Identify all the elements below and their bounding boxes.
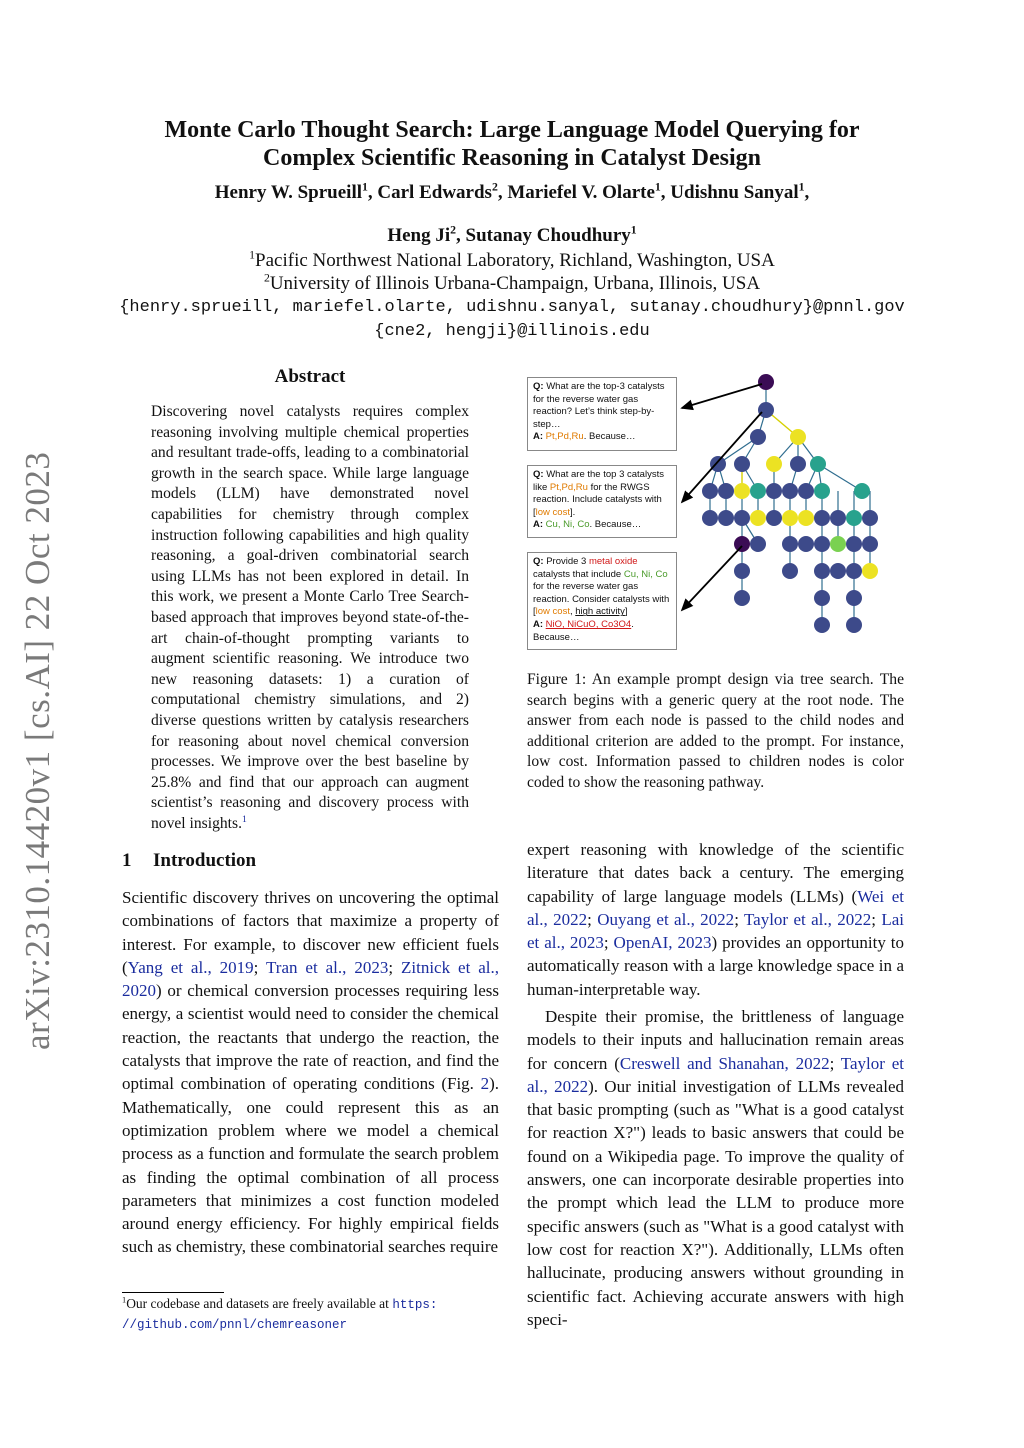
affiliation-text: Pacific Northwest National Laboratory, Richland, Washington, USA — [255, 250, 775, 271]
abstract-text: Discovering novel catalysts requires complex reasoning involving multiple chemical properties and resultant trade-offs, leading to a combinatorial growth in the search space. While large language models (LLM) have demonstrated novel capabilities for chemistry through complex instruction following capabilities and high quality reasoning, a goal-driven combinatorial search using LLMs has not been explored in detail. In this work, we present a Monte Carlo Tree Search-based approach that improves beyond state-of-the-art chain-of-thought prompting variants to augment scientific reasoning. We introduce two new reasoning datasets: 1) a curation of computational chemistry simulations, and 2) diverse questions written by catalysis researchers for reasoning about novel chemical conversion processes. We improve over the best baseline by 25.8% and find that our approach can augment scientist’s reasoning and discovery process with novel insights. — [151, 403, 469, 832]
footnote-url[interactable]: https: — [392, 1298, 438, 1312]
citation-separator: ; — [829, 1053, 841, 1073]
citation-separator: ; — [603, 933, 614, 953]
author-name: Henry W. Sprueill — [214, 182, 363, 203]
author-sup: 2 — [450, 223, 457, 237]
citation-link[interactable]: OpenAI, 2023 — [613, 933, 712, 953]
answer-text: . Because… — [583, 431, 636, 443]
right-column-paragraph-1 — [527, 838, 904, 1001]
prompt-highlight: metal oxide — [588, 556, 638, 567]
author-name: Carl Edwards — [377, 182, 492, 203]
author-sup: 2 — [491, 180, 498, 194]
body-text: ) provides an opportunity to automatically reason with a large knowledge space in a human-interpretable way. — [527, 933, 904, 999]
authors-line-1: Henry W. Sprueill$^1$, Carl Edwards$^2$, Mariefel V. Olarte$^1$, Udishnu Sanyal$^1$, — [214, 180, 810, 203]
q-label: Q: — [533, 381, 547, 392]
author-sup: 1 — [798, 180, 805, 194]
prompt-text: What are the top-3 catalysts for the reverse water gas reaction? Let’s think step-by-step… — [533, 381, 665, 430]
citation-link[interactable]: Zitnick et al., 2020 — [122, 957, 500, 1001]
body-text: Despite their promise, the brittleness of language models to their inputs and hallucination remain areas for concern ( — [527, 1007, 904, 1073]
prompt-text: What are the top 3 catalysts like — [533, 469, 664, 493]
citation-link[interactable]: Wei et al., 2022 — [527, 886, 904, 929]
citation-separator: ; — [253, 957, 266, 977]
answer-highlight: Pt,Pd,Ru — [545, 431, 584, 443]
prompt-highlight: low cost — [535, 606, 570, 618]
author-name: Mariefel V. Olarte — [507, 182, 655, 203]
abstract-heading: Abstract — [274, 366, 346, 387]
footnote — [122, 1295, 507, 1334]
figure-arrows — [0, 0, 1024, 700]
citation-link[interactable]: Creswell and Shanahan, 2022 — [619, 1053, 830, 1073]
authors-line-2: Heng Ji$^2$, Sutanay Choudhury$^1$ — [387, 223, 637, 246]
prompt-highlight: Pt,Pd,Ru — [549, 481, 588, 493]
body-text: ). Our initial investigation of LLMs revealed that basic prompting (such as "What is a good catalyst for reaction X?") leads to basic answers that could be found on a Wikipedia page. To improve the quality of answers, one can incorporate desirable properties into the prompt which lead the LLM to produce more specific answers (such as "What is a good catalyst with low cost for reaction X?"). Additionally, LLMs often hallucinate, producing answers without grounding in scientific fact. Achieving accurate answers with high speci- — [527, 1076, 904, 1329]
intro-text: ) or chemical conversion processes requiring less energy, a scientist would need to consider the chemical reaction, the reactants that undergo the reaction, the catalysts that improve the rate of reaction, and find the optimal combination of operating conditions (Fig. — [122, 981, 499, 1094]
footnote-rule — [122, 1292, 224, 1293]
intro-paragraph — [122, 886, 499, 1259]
prompt-text: ] — [624, 606, 628, 618]
section-number: 1 — [122, 850, 132, 871]
q-label: Q: — [533, 556, 547, 567]
right-column-paragraph-2 — [527, 1005, 904, 1331]
figure-ref-link[interactable]: 2 — [480, 1074, 490, 1094]
prompt-highlight: high activity — [575, 606, 625, 618]
author-sup: 1 — [630, 223, 637, 237]
intro-text: ). Mathematically, one could represent this as an optimization problem where we model a chemical process as a function and formulate the search problem as finding the optimal combination of all process parameters that minimizes a cost function modeled around energy efficiency. For highly empirical fields such as chemistry, these combinatorial searches require — [122, 1074, 499, 1257]
email-line-1: {henry.sprueill, mariefel.olarte, udishnu.sanyal, sutanay.choudhury}@pnnl.gov — [119, 298, 905, 317]
prompt-highlight: low cost — [535, 506, 570, 518]
footnote-url[interactable]: //github.com/pnnl/chemreasoner — [122, 1317, 348, 1332]
author-name: Sutanay Choudhury — [465, 225, 631, 246]
answer-text: . Because… — [533, 618, 634, 643]
citation-link[interactable]: Tran et al., 2023 — [266, 957, 389, 977]
affiliation-sup: 2 — [263, 271, 270, 285]
citation-link[interactable]: Taylor et al., 2022 — [743, 909, 872, 929]
q-label: Q: — [533, 469, 547, 480]
a-label: A: — [533, 431, 546, 443]
prompt-text: for the RWGS reaction. Include catalysts with [ — [533, 481, 662, 518]
arxiv-identifier: arXiv:2310.14420v1 [cs.AI] 22 Oct 2023 — [18, 451, 57, 1050]
author-sup: 1 — [654, 180, 661, 194]
answer-highlight: Cu, Ni, Co — [545, 519, 590, 531]
a-label: A: — [533, 519, 546, 531]
citation-link[interactable]: Taylor et al., 2022 — [527, 1053, 904, 1096]
intro-text: Scientific discovery thrives on uncovering the optimal combinations of factors that maximize a property of interest. For example, to discover new efficient fuels ( — [122, 888, 499, 977]
title-line-2: Complex Scientific Reasoning in Catalyst Design — [263, 145, 761, 171]
affiliation-text: University of Illinois Urbana-Champaign, Urbana, Illinois, USA — [269, 273, 761, 294]
answer-text: . Because… — [589, 519, 642, 531]
author-sup: 1 — [362, 180, 368, 194]
prompt-highlight: Cu, Ni, Co — [623, 568, 668, 580]
affiliation-sup: 1 — [249, 248, 256, 262]
section-heading — [122, 850, 256, 872]
body-text: expert reasoning with knowledge of the scientific literature that dates back a century. The emerging capability of large language models (LLMs) ( — [527, 840, 904, 906]
answer-highlight: NiO, NiCuO, Co3O4 — [545, 618, 632, 630]
title-line-1: Monte Carlo Thought Search: Large Language Model Querying for — [164, 117, 860, 143]
prompt-text: ]. — [569, 506, 576, 518]
prompt-text: catalysts that include — [533, 568, 624, 580]
section-title: Introduction — [153, 850, 257, 871]
citation-separator: ; — [388, 957, 401, 977]
author-name: Heng Ji — [387, 225, 451, 246]
footnote-text: Our codebase and datasets are freely available at — [126, 1296, 393, 1311]
footnote-link[interactable]: 1 — [241, 813, 247, 825]
citation-separator: ; — [871, 909, 882, 929]
citation-link[interactable]: Ouyang et al., 2022 — [597, 909, 735, 929]
a-label: A: — [533, 618, 546, 630]
citation-separator: ; — [734, 909, 744, 929]
prompt-text: , — [569, 606, 576, 618]
citation-separator: ; — [587, 909, 598, 929]
figure-caption: Figure 1: An example prompt design via tree search. The search begins with a generic query at the root node. The answer from each node is passed to the child nodes and additional criterion are added to the prompt. For instance, low cost. Information passed to children nodes is color coded to show the reasoning pathway. — [527, 671, 904, 791]
prompt-text: Provide 3 — [546, 556, 589, 567]
prompt-text: for the reverse water gas reaction. Consider catalysts with [ — [533, 581, 670, 618]
citation-link[interactable]: Yang et al., 2019 — [127, 957, 254, 977]
citation-link[interactable]: Lai et al., 2023 — [527, 909, 904, 953]
footnote-mark: 1 — [122, 1295, 127, 1305]
author-name: Udishnu Sanyal — [670, 182, 799, 203]
email-line-2: {cne2, hengji}@illinois.edu — [374, 322, 650, 341]
